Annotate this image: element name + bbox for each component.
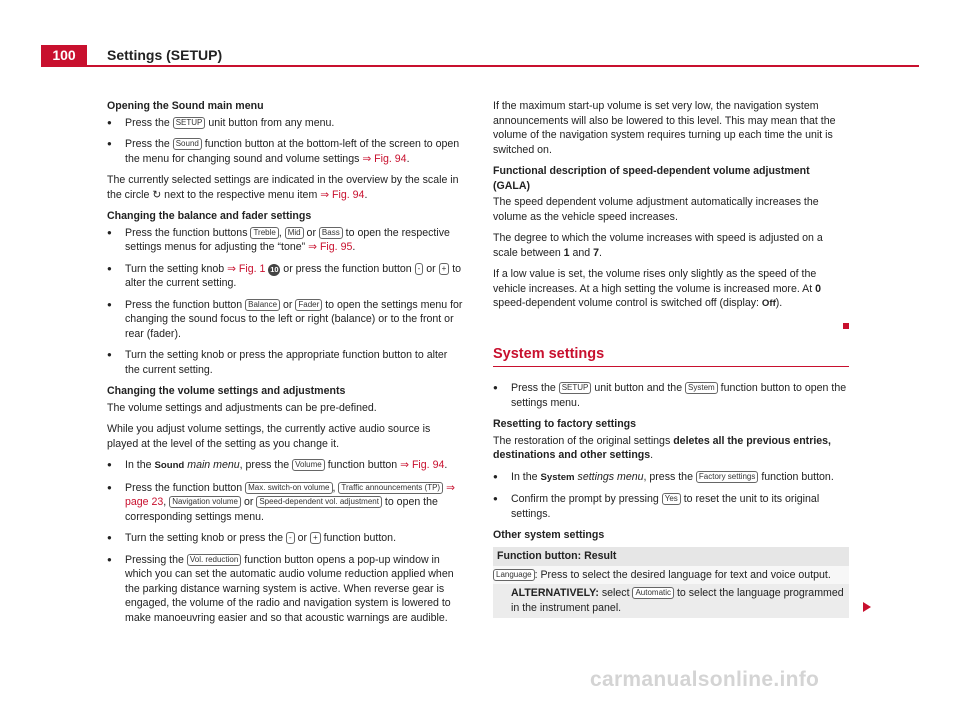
paragraph: If the maximum start-up volume is set very low, the navigation system announcements will also be lowered to this level. This may mean that the volume of the navigation system requires turning up each time the unit is switched on. xyxy=(493,100,836,156)
list-item xyxy=(107,348,463,377)
text: . xyxy=(650,449,654,461)
figure-link[interactable]: ⇒ Fig. 94 xyxy=(400,459,445,471)
page-link[interactable]: ⇒ page 23 xyxy=(125,481,455,508)
text: function button opens a pop-up window in which you can set the automatic audio volume reduction applied when the parking distance warning system is active. When reverse gear is engaged, the volume of the radio and navigation system is lowered to make manoeuvring easier and so that acoustic warnings are audible. xyxy=(125,553,454,624)
sound-key: Sound xyxy=(173,138,202,150)
spacer xyxy=(493,367,849,381)
setup-key: SETUP xyxy=(173,117,206,129)
text: to alter the current setting. xyxy=(125,262,462,289)
text: Turn the setting knob or press the xyxy=(125,532,286,544)
vol-reduction-key: Vol. reduction xyxy=(187,554,241,566)
minus-key: - xyxy=(286,532,295,544)
list-item xyxy=(107,458,463,474)
text: Press the xyxy=(125,116,173,129)
table-header: Function button: Result xyxy=(493,547,849,566)
text: or xyxy=(303,226,319,239)
traffic-key: Traffic announcements (TP) xyxy=(338,482,443,494)
yes-key: Yes xyxy=(662,493,681,505)
text: The degree to which the volume increases with speed is adjusted on a scale between xyxy=(493,232,823,259)
text: Turn the setting knob xyxy=(125,262,228,275)
language-key: Language xyxy=(493,569,535,581)
text: The currently selected settings are indicated in the overview by the scale in the circle xyxy=(107,174,459,201)
reset-heading: Resetting to factory settings xyxy=(493,418,637,430)
text: or xyxy=(294,532,310,544)
minus-key: - xyxy=(415,263,424,275)
text: . xyxy=(444,459,448,471)
treble-key: Treble xyxy=(250,227,278,239)
speed-volume-key: Speed-dependent vol. adjustment xyxy=(256,496,382,508)
text: and xyxy=(569,246,594,259)
text: . xyxy=(364,188,368,201)
page-title: Settings (SETUP) xyxy=(107,47,223,63)
text: , xyxy=(332,481,339,494)
open-sound-heading: Opening the Sound main menu xyxy=(107,100,264,112)
volume-key: Volume xyxy=(292,459,325,471)
text: : Press to select the desired language for text and voice output. xyxy=(534,568,831,581)
text: , press the xyxy=(239,459,293,471)
watermark: carmanualsonline.info xyxy=(590,668,820,691)
system-key: System xyxy=(685,382,718,394)
scale-circle-icon: ↻ xyxy=(152,188,162,201)
page-number: 100 xyxy=(41,45,87,66)
continue-arrow-icon xyxy=(863,602,871,612)
balance-key: Balance xyxy=(245,299,280,311)
text: next to the respective menu item xyxy=(161,188,321,201)
value: 7 xyxy=(593,246,600,259)
text: . xyxy=(599,246,602,259)
paragraph xyxy=(493,434,849,463)
mid-key: Mid xyxy=(285,227,304,239)
list-item xyxy=(107,298,463,342)
paragraph xyxy=(493,231,849,260)
table-row xyxy=(493,566,849,585)
right-column xyxy=(493,99,849,618)
paragraph: The volume settings and adjustments can be pre-defined. xyxy=(107,401,377,414)
text: . xyxy=(352,241,356,253)
text: Press the xyxy=(511,382,559,394)
balance-heading: Changing the balance and fader settings xyxy=(107,210,312,222)
system-settings-title: System settings xyxy=(493,347,849,368)
list-item xyxy=(107,481,463,525)
list-item xyxy=(493,492,849,521)
text: Confirm the prompt by pressing xyxy=(511,493,662,505)
text: Press the function buttons xyxy=(125,226,251,239)
plus-key: + xyxy=(310,532,321,544)
text: to open the corresponding settings menu. xyxy=(125,496,438,523)
figure-link[interactable]: ⇒ Fig. 1 xyxy=(227,262,266,275)
setup-key: SETUP xyxy=(559,382,592,394)
text: to open the respective settings menus for adjusting the “tone” xyxy=(125,226,450,253)
figure-link[interactable]: ⇒ Fig. 94 xyxy=(362,152,407,165)
menu-name: System xyxy=(540,471,575,483)
settings-table xyxy=(493,547,849,619)
emphasis: ALTERNATIVELY: xyxy=(511,587,599,599)
list-item xyxy=(107,262,463,291)
text: Pressing the xyxy=(125,553,187,566)
list-item xyxy=(107,116,463,131)
other-heading: Other system settings xyxy=(493,529,605,541)
factory-settings-key: Factory settings xyxy=(696,471,758,483)
navigation-volume-key: Navigation volume xyxy=(169,496,241,508)
text: In the xyxy=(125,459,155,471)
text: . xyxy=(406,152,410,165)
automatic-key: Automatic xyxy=(632,587,674,599)
text: to reset the unit to its original settings. xyxy=(511,493,820,520)
plus-key: + xyxy=(439,263,450,275)
text: to open the settings menu for changing the sound focus to the left or right (balance) or to the front or rear (fader). xyxy=(125,298,463,340)
text: main menu xyxy=(184,459,240,471)
text: select xyxy=(598,587,633,599)
figure-link[interactable]: ⇒ Fig. 95 xyxy=(308,241,353,253)
end-mark xyxy=(843,323,849,329)
text: function button at the bottom-left of the screen to open the menu for changing sound and volume settings xyxy=(125,138,460,165)
text: , press the xyxy=(643,470,696,483)
text: function button. xyxy=(758,470,834,483)
text: or xyxy=(280,298,296,311)
text: to select the language programmed in the instrument panel. xyxy=(511,587,844,614)
paragraph: The speed dependent volume adjustment automatically increases the volume as the vehicle speed increases. xyxy=(493,196,819,223)
text: speed-dependent volume control is switched off (display: xyxy=(493,297,762,309)
text: function button. xyxy=(320,532,397,544)
bass-key: Bass xyxy=(319,227,343,239)
menu-name: Sound xyxy=(154,460,185,471)
volume-heading: Changing the volume settings and adjustments xyxy=(107,385,346,397)
text: ). xyxy=(775,297,783,309)
value: 1 xyxy=(563,246,570,259)
text: If a low value is set, the volume rises only slightly as the speed of the vehicle increases. At a high setting the volume is increased more. At xyxy=(493,268,817,295)
text: unit button from any menu. xyxy=(205,116,335,129)
paragraph xyxy=(107,173,463,202)
gala-heading: Functional description of speed-dependent volume adjustment (GALA) xyxy=(493,165,810,192)
text: , xyxy=(163,496,170,508)
emphasis: deletes all the previous entries, destinations and other settings xyxy=(493,434,831,461)
callout-number: 10 xyxy=(270,264,279,274)
table-row xyxy=(493,584,849,618)
max-volume-key: Max. switch-on volume xyxy=(245,482,332,494)
paragraph xyxy=(493,267,849,312)
list-item xyxy=(107,226,463,255)
text: unit button and the xyxy=(591,382,686,394)
spacer xyxy=(493,319,849,325)
text: function button to open the settings menu. xyxy=(511,382,847,409)
list-item xyxy=(107,137,463,166)
text: settings menu xyxy=(574,470,644,483)
list-item xyxy=(107,553,463,626)
text: Turn the setting knob or press the appropriate function button to alter the current setting. xyxy=(125,349,448,376)
fader-key: Fader xyxy=(295,299,322,311)
paragraph: While you adjust volume settings, the currently active audio source is played at the level of the setting as you change it. xyxy=(107,423,431,450)
text: Press the function button xyxy=(125,481,246,494)
text: In the xyxy=(511,470,541,483)
text: or xyxy=(241,496,257,508)
header-rule xyxy=(41,65,919,67)
text: or xyxy=(423,262,439,275)
list-item xyxy=(107,531,463,546)
text: , xyxy=(278,226,285,239)
list-item xyxy=(493,381,849,410)
text: Press the xyxy=(125,138,173,150)
display-off: Off xyxy=(761,298,776,309)
figure-link[interactable]: ⇒ Fig. 94 xyxy=(320,188,365,201)
list-item xyxy=(493,470,849,486)
text: function button xyxy=(324,459,401,471)
text: or press the function button xyxy=(280,262,415,275)
value: 0 xyxy=(815,282,822,295)
left-column xyxy=(107,99,463,632)
text: Press the function button xyxy=(125,298,246,311)
text: The restoration of the original settings xyxy=(493,434,674,447)
